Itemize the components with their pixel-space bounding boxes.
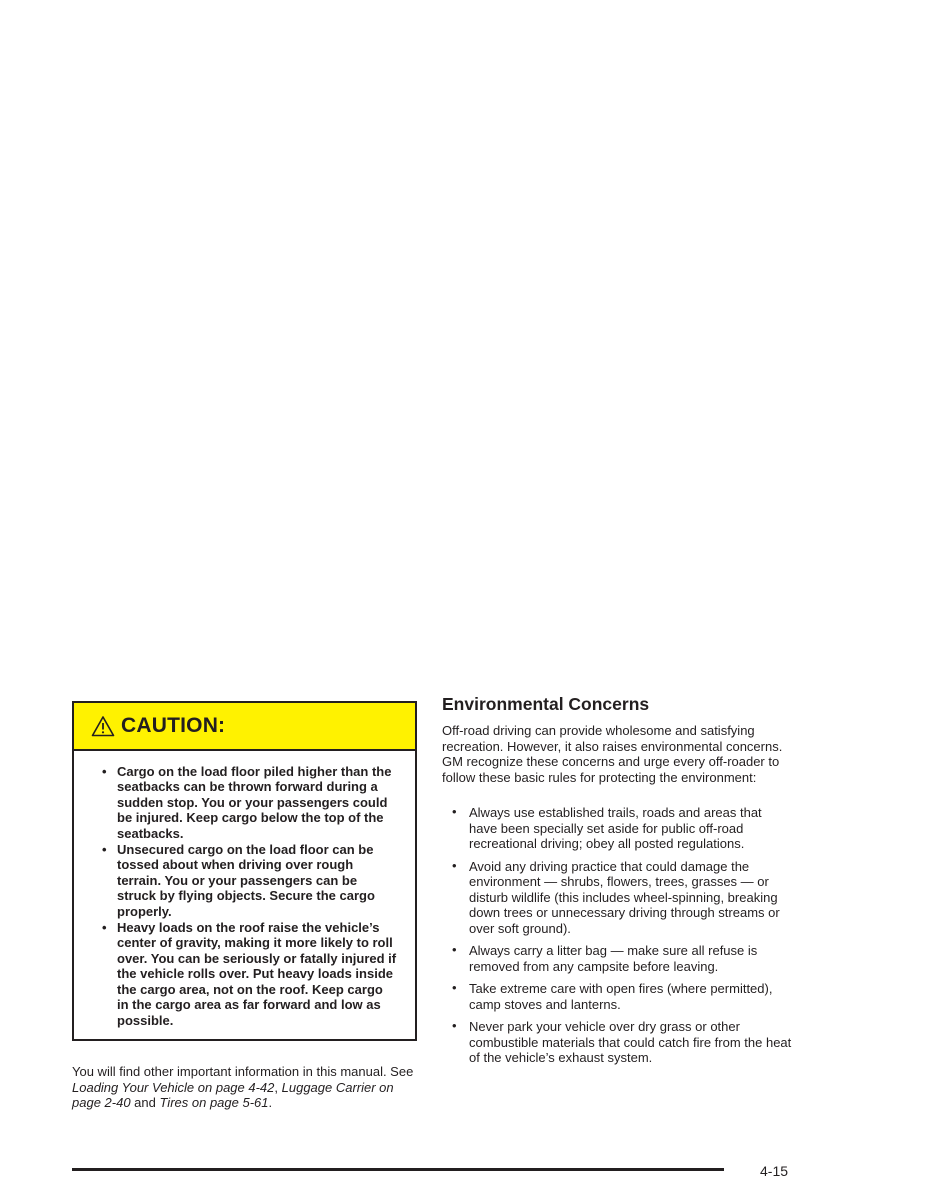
caution-item-text: Unsecured cargo on the load floor can be tossed about when driving over rough terrain. You or your passengers can be struck by flying objects. Secure the cargo properly. <box>117 842 375 919</box>
warning-triangle-icon <box>91 715 115 737</box>
caution-box <box>72 701 417 1041</box>
bullet: • <box>102 842 107 858</box>
bullet: • <box>452 942 457 957</box>
list-item-text: Take extreme care with open fires (where permitted), camp stoves and lanterns. <box>469 981 773 1012</box>
reference-separator: , <box>274 1079 282 1095</box>
bullet: • <box>102 764 107 779</box>
reference-end: . <box>268 1095 273 1110</box>
list-item <box>442 859 792 937</box>
caution-item <box>102 764 397 841</box>
intro-paragraph: Off-road driving can provide wholesome and satisfying recreation. However, it also raises environmental concerns. GM recognize these concerns and urge every off-roader to follow these basic rules for protecting the environment: <box>442 723 783 785</box>
caution-list <box>74 751 415 1028</box>
bullet: • <box>452 857 457 873</box>
reference-separator: and <box>130 1095 160 1110</box>
bullet: • <box>452 980 457 995</box>
caution-item <box>102 842 397 919</box>
list-item-text: Avoid any driving practice that could damage the environment — shrubs, flowers, trees, grasses — or disturb wildlife (this includes wheel-spinning, breaking down trees or unnecessary driving through streams or over soft ground). <box>469 858 780 936</box>
list-item-text: Always carry a litter bag — make sure all refuse is removed from any campsite before leaving. <box>469 943 758 974</box>
list-item-text: Never park your vehicle over dry grass or other combustible materials that could catch fire from the heat of the vehicle’s exhaust system. <box>469 1019 792 1065</box>
environment-rules-list <box>442 805 792 1073</box>
reference-link-loading[interactable]: Loading Your Vehicle on page 4-42 <box>72 1079 275 1095</box>
page-number: 4-15 <box>760 1163 789 1179</box>
bullet: • <box>452 1018 457 1033</box>
reference-intro-text: You will find other important information in this manual. See <box>72 1064 414 1079</box>
caution-item-text: Cargo on the load floor piled higher than the seatbacks can be thrown forward during a sudden stop. You or your passengers could be injured. Keep cargo below the top of the seatbacks. <box>117 764 392 841</box>
reference-paragraph <box>72 1064 417 1111</box>
reference-link-tires[interactable]: Tires on page 5-61 <box>159 1095 269 1110</box>
list-item <box>442 1019 792 1066</box>
list-item-text: Always use established trails, roads and areas that have been specially set aside for public off-road recreational driving; obey all posted regulations. <box>469 805 762 851</box>
list-item <box>442 981 792 1012</box>
caution-header <box>74 703 415 751</box>
bullet: • <box>452 804 457 819</box>
footer-rule <box>72 1168 724 1171</box>
reference-link-luggage[interactable]: Luggage Carrier on page 2-40 <box>72 1079 394 1110</box>
bullet: • <box>102 920 107 936</box>
caution-item <box>102 920 397 1028</box>
caution-item-text: Heavy loads on the roof raise the vehicle’s center of gravity, making it more likely to roll over. You can be seriously or fatally injured if the vehicle rolls over. Put heavy loads inside the cargo area, not on the roof. Keep cargo in the cargo area as far forward and low as possible. <box>117 920 397 1028</box>
list-item <box>442 805 792 852</box>
section-title: Environmental Concerns <box>442 694 650 714</box>
list-item <box>442 943 792 974</box>
caution-title: CAUTION: <box>121 714 226 737</box>
